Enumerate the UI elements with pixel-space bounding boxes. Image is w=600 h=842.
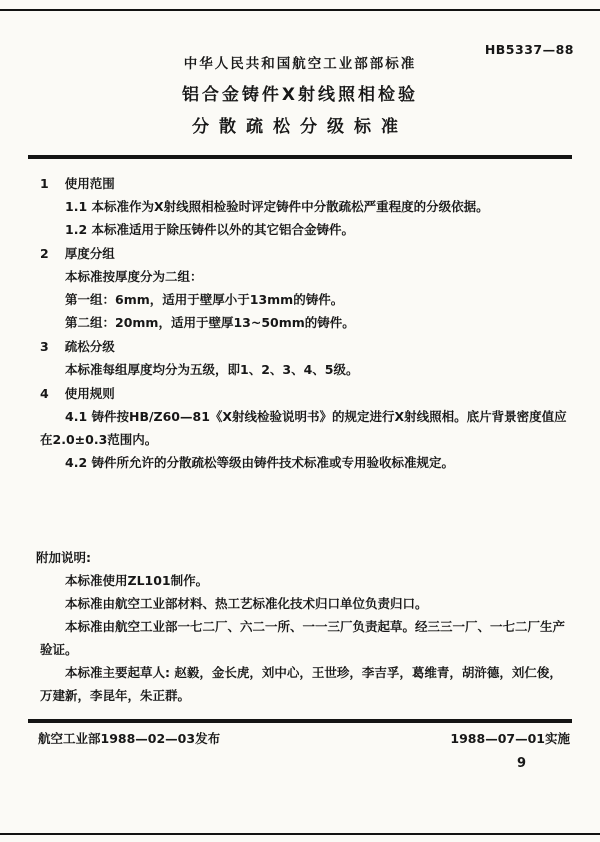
footer-divider — [28, 719, 572, 723]
standard-title-line2: 分散疏松分级标准 — [192, 117, 408, 137]
footer-implement-date: 1988—07—01实施 — [450, 731, 570, 746]
section-number: 2 — [40, 245, 49, 261]
paragraph: 本标准按厚度分为二组： — [65, 268, 203, 284]
paragraph: 本标准每组厚度均分为五级，即1、2、3、4、5级。 — [65, 361, 359, 377]
section-number: 1 — [40, 175, 49, 191]
paragraph: 第二组：20mm，适用于壁厚13~50mm的铸件。 — [65, 314, 355, 330]
section-number: 4 — [40, 385, 49, 401]
note-line: 本标准使用ZL101制作。 — [65, 573, 209, 588]
note-line: 本标准由航空工业部一七二厂、六二一所、一一三厂负责起草。经三三一厂、一七二厂生产验证。 — [40, 619, 566, 657]
document-header — [0, 0, 600, 140]
notes-heading: 附加说明: — [36, 550, 91, 565]
paragraph: 1.1 本标准作为X射线照相检验时评定铸件中分散疏松严重程度的分级依据。 — [65, 198, 489, 214]
additional-notes — [0, 546, 600, 707]
paragraph: 第一组：6mm，适用于壁厚小于13mm的铸件。 — [65, 291, 344, 307]
note-line: 本标准主要起草人: 赵毅，金长虎，刘中心，王世珍，李吉孚，葛维青，胡浒德，刘仁俊，万建新，李昆年，朱正群。 — [40, 665, 562, 703]
footer-issue-date: 航空工业部1988—02—03发布 — [38, 731, 221, 746]
document-body — [0, 159, 600, 474]
standard-org-title: 中华人民共和国航空工业部部标准 — [183, 56, 417, 72]
document-footer — [38, 729, 570, 749]
paragraph: 4.2 铸件所允许的分散疏松等级由铸件技术标准或专用验收标准规定。 — [65, 454, 454, 470]
section-title: 疏松分级 — [64, 338, 115, 354]
section-heading-usage-rules — [40, 382, 570, 405]
page-number: 9 — [516, 756, 526, 771]
section-heading-porosity-grades — [40, 335, 570, 358]
section-heading-thickness-groups — [40, 242, 570, 265]
section-heading-scope — [40, 172, 570, 195]
section-number: 3 — [40, 338, 49, 354]
section-title: 使用规则 — [64, 385, 115, 401]
paragraph: 1.2 本标准适用于除压铸件以外的其它铝合金铸件。 — [65, 221, 354, 237]
standard-title-line1: 铝合金铸件X射线照相检验 — [181, 85, 419, 105]
section-title: 使用范围 — [64, 175, 115, 191]
paragraph: 4.1 铸件按HB/Z60—81《X射线检验说明书》的规定进行X射线照相。底片背景密度值应在2.0±0.3范围内。 — [40, 408, 567, 447]
standard-number: HB5337—88 — [484, 42, 574, 57]
scan-edge-bottom — [0, 833, 600, 835]
section-title: 厚度分组 — [64, 245, 115, 261]
note-line: 本标准由航空工业部材料、热工艺标准化技术归口单位负责归口。 — [65, 596, 428, 611]
